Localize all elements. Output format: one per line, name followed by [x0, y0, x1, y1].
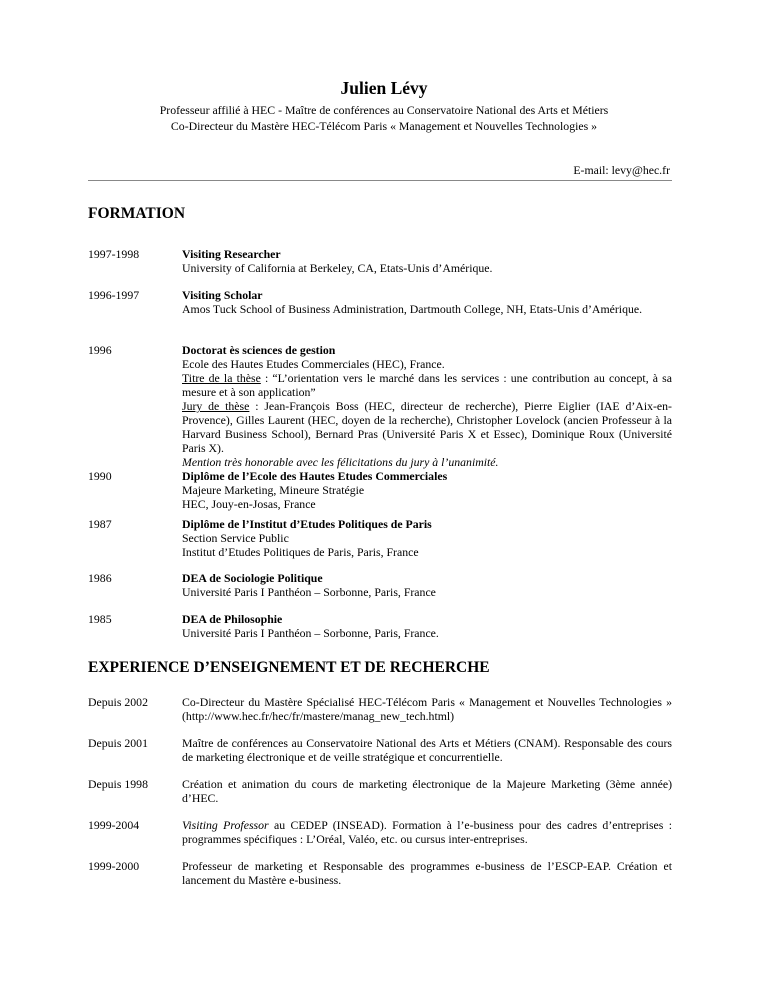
entry-date: 1985 [88, 612, 112, 626]
entry-text: au CEDEP (INSEAD). Formation à l’e-business pour des cadres d’entreprises : programmes spécifiques : L’Oréal, Valéo, etc. ou cursus inter-entreprises. [182, 818, 672, 846]
entry-detail: Section Service Public [182, 531, 289, 545]
entry-degree: Doctorat ès sciences de gestion [182, 343, 336, 357]
entry-degree: Diplôme de l’Institut d’Etudes Politiques de Paris [182, 517, 432, 531]
entry-body [182, 517, 672, 559]
header-divider [88, 180, 672, 181]
entry-detail: HEC, Jouy-en-Josas, France [182, 497, 316, 511]
entry-date: 1987 [88, 517, 112, 531]
entry-date: 1999-2000 [88, 859, 140, 873]
entry-detail: Ecole des Hautes Etudes Commerciales (HEC), France. [182, 357, 445, 371]
entry-detail: Université Paris I Panthéon – Sorbonne, Paris, France. [182, 626, 439, 640]
entry-body [182, 612, 672, 640]
subtitle-line-1: Professeur affilié à HEC - Maître de conférences au Conservatoire National des Arts et Métiers [159, 103, 609, 117]
jury-label: Jury de thèse [182, 399, 250, 413]
entry-degree: Visiting Researcher [182, 247, 281, 261]
thesis-jury [182, 399, 672, 455]
visiting-professor-label: Visiting Professor [182, 818, 269, 832]
entry-detail: Université Paris I Panthéon – Sorbonne, Paris, France [182, 585, 436, 599]
person-name: Julien Lévy [340, 78, 428, 98]
thesis-mention: Mention très honorable avec les félicitations du jury à l’unanimité. [182, 455, 499, 469]
entry-body: Maître de conférences au Conservatoire National des Arts et Métiers (CNAM). Responsable des cours de marketing électronique et de veille stratégique et concurrentielle. [182, 736, 672, 764]
entry-body [182, 288, 672, 316]
entry-detail: Amos Tuck School of Business Administration, Dartmouth College, NH, Etats-Unis d’Amérique. [182, 302, 643, 316]
thesis-label: Titre de la thèse [182, 371, 261, 385]
section-title-experience: EXPERIENCE D’ENSEIGNEMENT ET DE RECHERCHE [88, 659, 490, 676]
jury-text: : Jean-François Boss (HEC, directeur de recherche), Pierre Eiglier (IAE d’Aix-en-Provence), Gilles Laurent (HEC, doyen de la recherche), Christopher Lovelock (ancien Professeur à la Harvard Business School), Bernard Pras (Université Paris X et Essec), Dominique Roux (Université Paris X). [182, 399, 672, 455]
entry-body [182, 818, 672, 846]
section-title-formation: FORMATION [88, 205, 186, 222]
email-address: E-mail: levy@hec.fr [573, 163, 670, 177]
entry-detail: Institut d’Etudes Politiques de Paris, Paris, France [182, 545, 419, 559]
entry-body [182, 247, 672, 275]
entry-body: Co-Directeur du Mastère Spécialisé HEC-Télécom Paris « Management et Nouvelles Technologies » (http://www.hec.fr/hec/fr/mastere/manag_new_tech.html) [182, 695, 672, 723]
entry-body [182, 343, 672, 469]
entry-detail: University of California at Berkeley, CA, Etats-Unis d’Amérique. [182, 261, 493, 275]
entry-date: 1986 [88, 571, 112, 585]
entry-degree: Visiting Scholar [182, 288, 263, 302]
entry-body: Professeur de marketing et Responsable des programmes e-business de l’ESCP-EAP. Création et lancement du Mastère e-business. [182, 859, 672, 887]
subtitle-line-2: Co-Directeur du Mastère HEC-Télécom Paris « Management et Nouvelles Technologies » [170, 119, 598, 133]
entry-date: 1996 [88, 343, 112, 357]
entry-body [182, 571, 672, 599]
entry-date: 1997-1998 [88, 247, 140, 261]
entry-degree: DEA de Sociologie Politique [182, 571, 323, 585]
thesis-title [182, 371, 672, 399]
entry-date: Depuis 2001 [88, 736, 148, 750]
entry-date: 1990 [88, 469, 112, 483]
entry-date: 1999-2004 [88, 818, 140, 832]
entry-degree: DEA de Philosophie [182, 612, 283, 626]
entry-date: Depuis 2002 [88, 695, 148, 709]
entry-detail: Majeure Marketing, Mineure Stratégie [182, 483, 365, 497]
entry-degree: Diplôme de l’Ecole des Hautes Etudes Commerciales [182, 469, 448, 483]
thesis-text: : “L’orientation vers le marché dans les services : une contribution au concept, à sa mesure et à son application” [182, 371, 673, 399]
entry-date: Depuis 1998 [88, 777, 148, 791]
entry-body: Création et animation du cours de marketing électronique de la Majeure Marketing (3ème année) d’HEC. [182, 777, 672, 805]
entry-date: 1996-1997 [88, 288, 140, 302]
entry-body [182, 469, 672, 511]
